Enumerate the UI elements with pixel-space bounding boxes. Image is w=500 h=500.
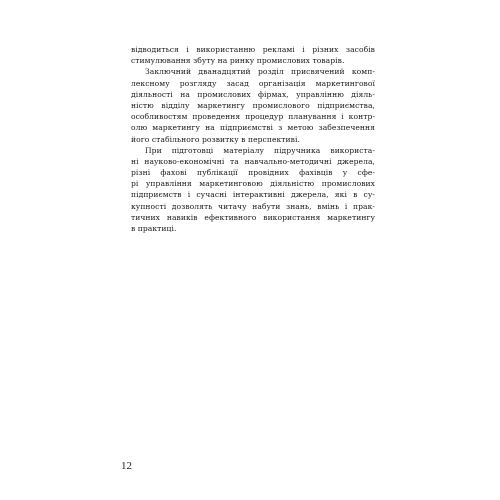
text-line: купності дозволять читачу набути знань, вмінь і прак- — [131, 201, 375, 211]
text-line: лексному розгляду засад організація маркетингової — [131, 78, 375, 88]
text-line: ні науково-економічні та навчально-методичні джерела, — [131, 156, 375, 166]
text-line: в практиці. — [131, 224, 177, 233]
text-line: різні фахові публікації провідних фахівців у сфе- — [131, 168, 375, 178]
text-line: При підготовці матеріалу підручника використа- — [145, 145, 375, 155]
text-line: відводиться і використанню рекламі і різних засобів — [131, 45, 375, 54]
page-number: 12 — [121, 460, 132, 472]
text-line: тичних навиків ефективного використання маркетингу — [131, 212, 375, 222]
text-line: стимулювання збуту на ринку промислових товарів. — [131, 56, 345, 66]
text-line: діяльності на промислових фірмах, управлінню діяль- — [131, 89, 375, 99]
body-text — [131, 44, 375, 234]
text-line: підприємств і сучасні інтерактивні джерела, які в су- — [131, 190, 375, 200]
text-line: Заключний дванадцятий розділ присвячений комп- — [145, 67, 375, 77]
text-line: особливостям проведення процедур планування і контр- — [131, 112, 375, 122]
text-line: його стабільного розвитку в перспективі. — [131, 134, 300, 144]
text-line: рі управління маркетинговою діяльністю промислових — [131, 179, 375, 189]
text-line: олю маркетингу на підприємстві з метою забезпечення — [131, 123, 375, 133]
text-line: ністю відділу маркетингу промислового підприємства, — [131, 100, 375, 110]
